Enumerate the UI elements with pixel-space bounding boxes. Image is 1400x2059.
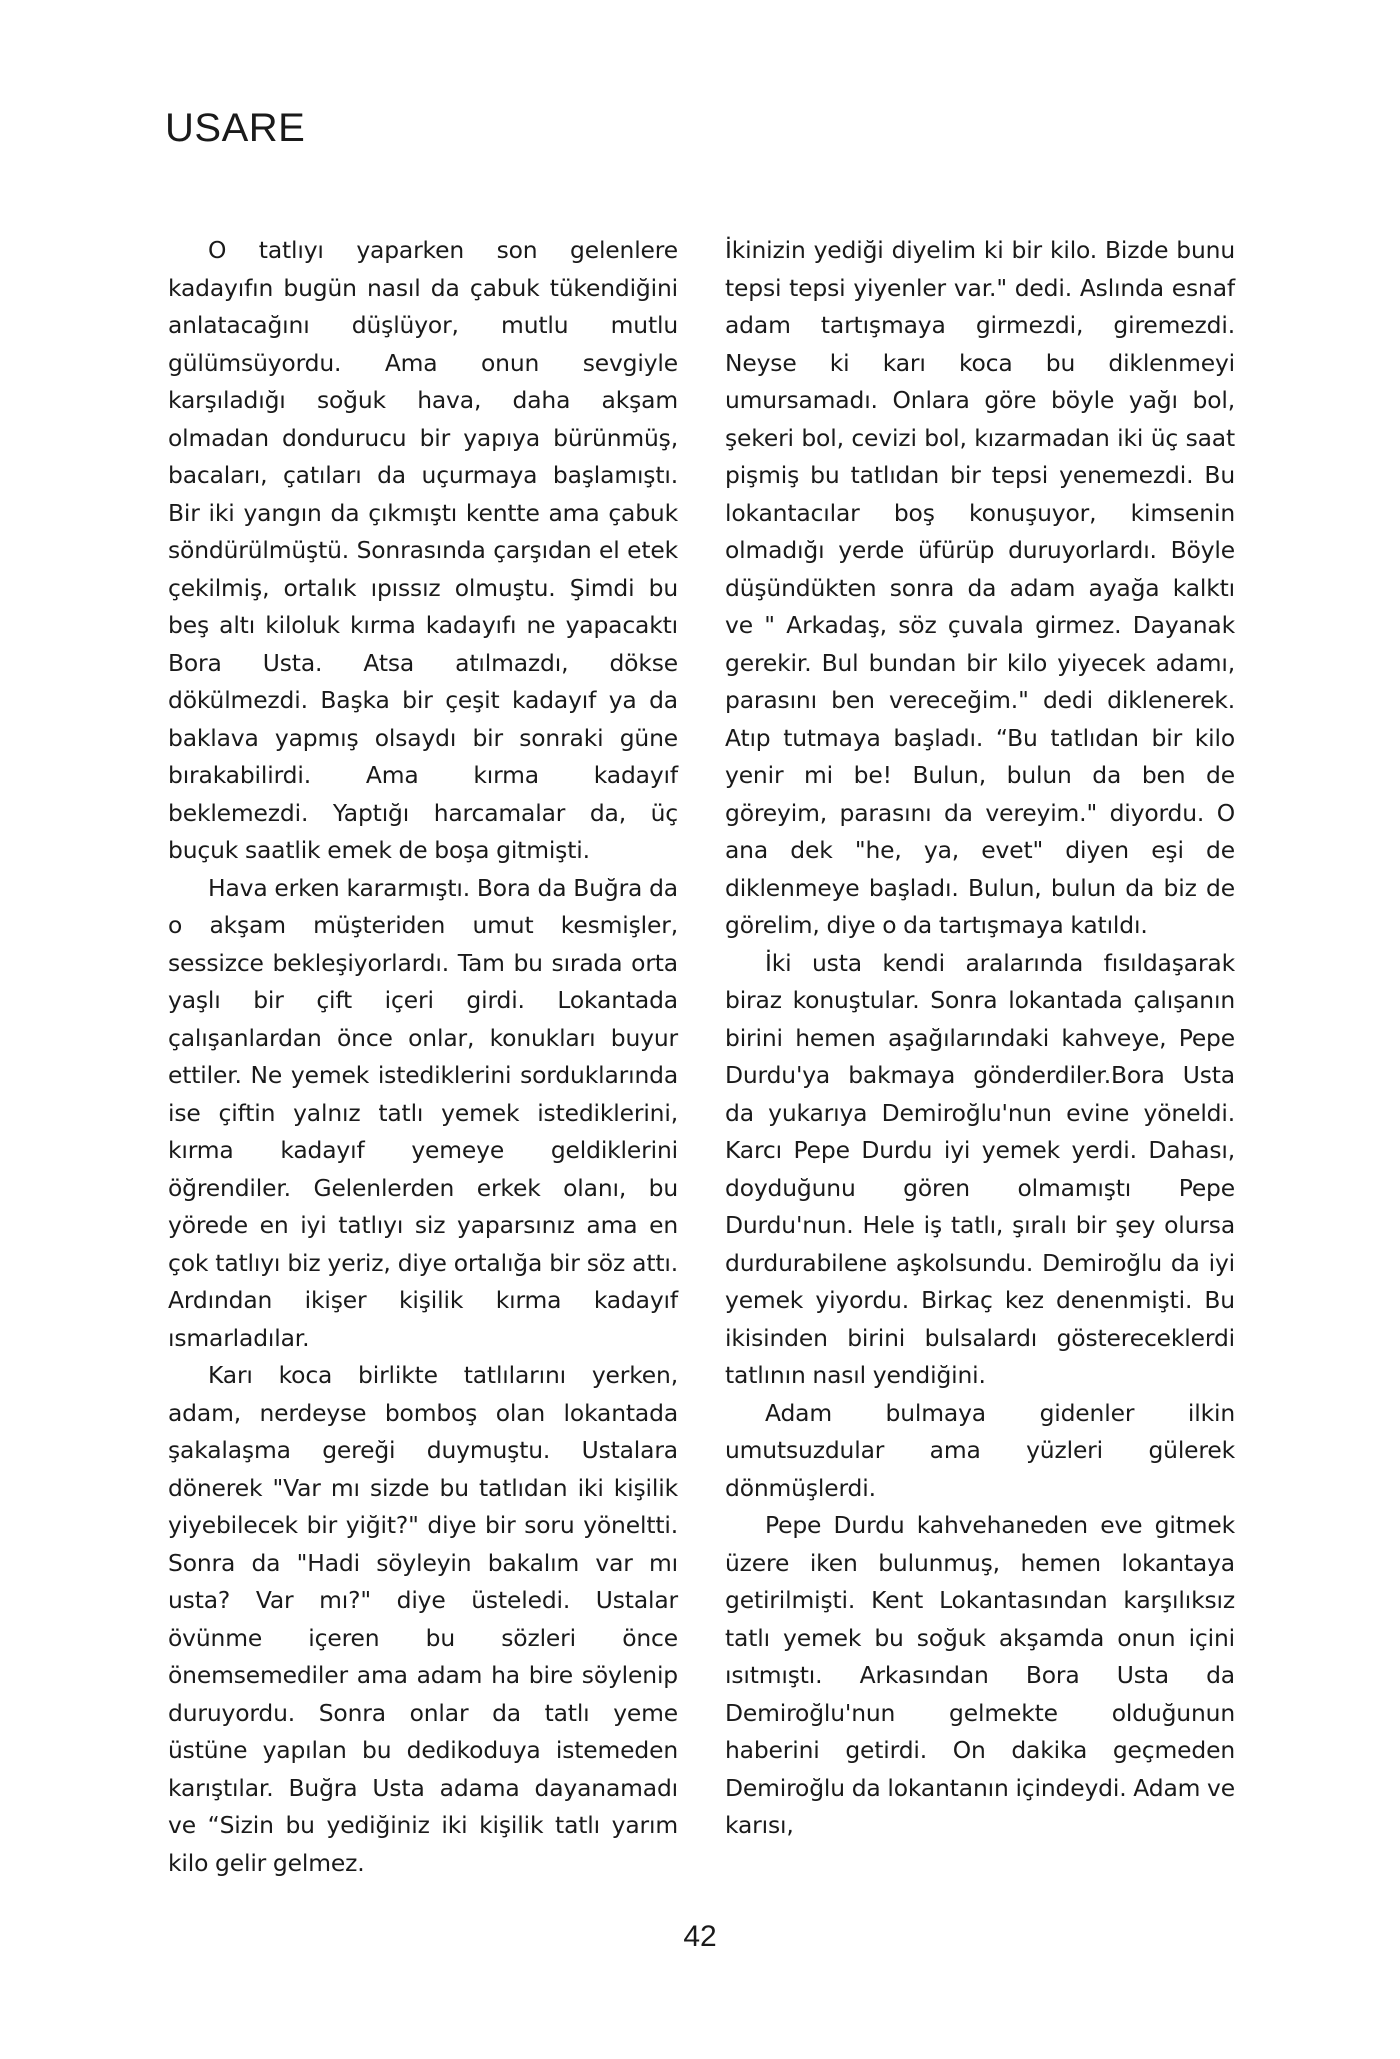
left-text-column [168,232,678,1882]
paragraph: Adam bulmaya gidenler ilkin umutsuzdular ama yüzleri gülerek dönmüşlerdi. [725,1398,1235,1502]
paragraph: O tatlıyı yaparken son gelenlere kadayıfın bugün nasıl da çabuk tükendiğini anlatacağını düşlüyor, mutlu mutlu gülümsüyordu. Ama onun sevgiyle karşıladığı soğuk hava, daha akşam olmadan dondurucu bir yapıya bürünmüş, bacaları, çatıları da uçurmaya başlamıştı. Bir iki yangın da çıkmıştı kentte ama çabuk söndürülmüştü. Sonrasında çarşıdan el etek çekilmiş, ortalık ıpıssız olmuştu. Şimdi bu beş altı kiloluk kırma kadayıfı ne yapacaktı Bora Usta. Atsa atılmazdı, dökse dökülmezdi. Başka bir çeşit kadayıf ya da baklava yapmış olsaydı bir sonraki güne bırakabilirdi. Ama kırma kadayıf beklemezdi. Yaptığı harcamalar da, üç buçuk saatlik emek de boşa gitmişti. [168,236,678,864]
right-text-column [725,232,1235,1845]
paragraph-continued: İkinizin yediği diyelim ki bir kilo. Bizde bunu tepsi tepsi yiyenler var." dedi. Aslında esnaf adam tartışmaya girmezdi, giremezdi. Neyse ki karı koca bu diklenmeyi umursamadı. Onlara göre böyle yağı bol, şekeri bol, cevizi bol, kızarmadan iki üç saat pişmiş bu tatlıdan bir tepsi yenemezdi. Bu lokantacılar boş konuşuyor, kimsenin olmadığı yerde üfürüp duruyorlardı. Böyle düşündükten sonra da adam ayağa kalktı ve " Arkadaş, söz çuvala girmez. Dayanak gerekir. Bul bundan bir kilo yiyecek adamı, parasını ben vereceğim." dedi diklenerek. Atıp tutmaya başladı. “Bu tatlıdan bir kilo yenir mi be! Bulun, bulun da ben de göreyim, parasını da vereyim." diyordu. O ana dek "he, ya, evet" diyen eşi de diklenmeye başladı. Bulun, bulun da biz de görelim, diye o da tartışmaya katıldı. [725,236,1235,939]
running-title: USARE [165,106,306,150]
page-number: 42 [683,1920,717,1953]
paragraph: Karı koca birlikte tatlılarını yerken, adam, nerdeyse bomboş olan lokantada şakalaşma gereği duymuştu. Ustalara dönerek "Var mı sizde bu tatlıdan iki kişilik yiyebilecek bir yiğit?" diye bir soru yöneltti. Sonra da "Hadi söyleyin bakalım var mı usta? Var mı?" diye üsteledi. Ustalar övünme içeren bu sözleri önce önemsemediler ama adam ha bire söylenip duruyordu. Sonra onlar da tatlı yeme üstüne yapılan bu dedikoduya istemeden karıştılar. Buğra Usta adama dayanamadı ve “Sizin bu yediğiniz iki kişilik tatlı yarım kilo gelir gelmez. [168,1361,678,1877]
paragraph: İki usta kendi aralarında fısıldaşarak biraz konuştular. Sonra lokantada çalışanın birini hemen aşağılarındaki kahveye, Pepe Durdu'ya bakmaya gönderdiler.Bora Usta da yukarıya Demiroğlu'nun evine yöneldi. Karcı Pepe Durdu iyi yemek yerdi. Dahası, doyduğunu gören olmamıştı Pepe Durdu'nun. Hele iş tatlı, şıralı bir şey olursa durdurabilene aşkolsundu. Demiroğlu da iyi yemek yiyordu. Birkaç kez denenmişti. Bu ikisinden birini bulsalardı göstereceklerdi tatlının nasıl yendiğini. [725,948,1235,1389]
paragraph: Hava erken kararmıştı. Bora da Buğra da o akşam müşteriden umut kesmişler, sessizce bekleşiyorlardı. Tam bu sırada orta yaşlı bir çift içeri girdi. Lokantada çalışanlardan önce onlar, konukları buyur ettiler. Ne yemek istediklerini sorduklarında ise çiftin yalnız tatlı yemek istediklerini, kırma kadayıf yemeye geldiklerini öğrendiler. Gelenlerden erkek olanı, bu yörede en iyi tatlıyı siz yaparsınız ama en çok tatlıyı biz yeriz, diye ortalığa bir söz attı. Ardından ikişer kişilik kırma kadayıf ısmarladılar. [168,873,678,1352]
paragraph: Pepe Durdu kahvehaneden eve gitmek üzere iken bulunmuş, hemen lokantaya getirilmişti. Kent Lokantasından karşılıksız tatlı yemek bu soğuk akşamda onun içini ısıtmıştı. Arkasından Bora Usta da Demiroğlu'nun gelmekte olduğunun haberini getirdi. On dakika geçmeden Demiroğlu da lokantanın içindeydi. Adam ve karısı, [725,1511,1235,1839]
